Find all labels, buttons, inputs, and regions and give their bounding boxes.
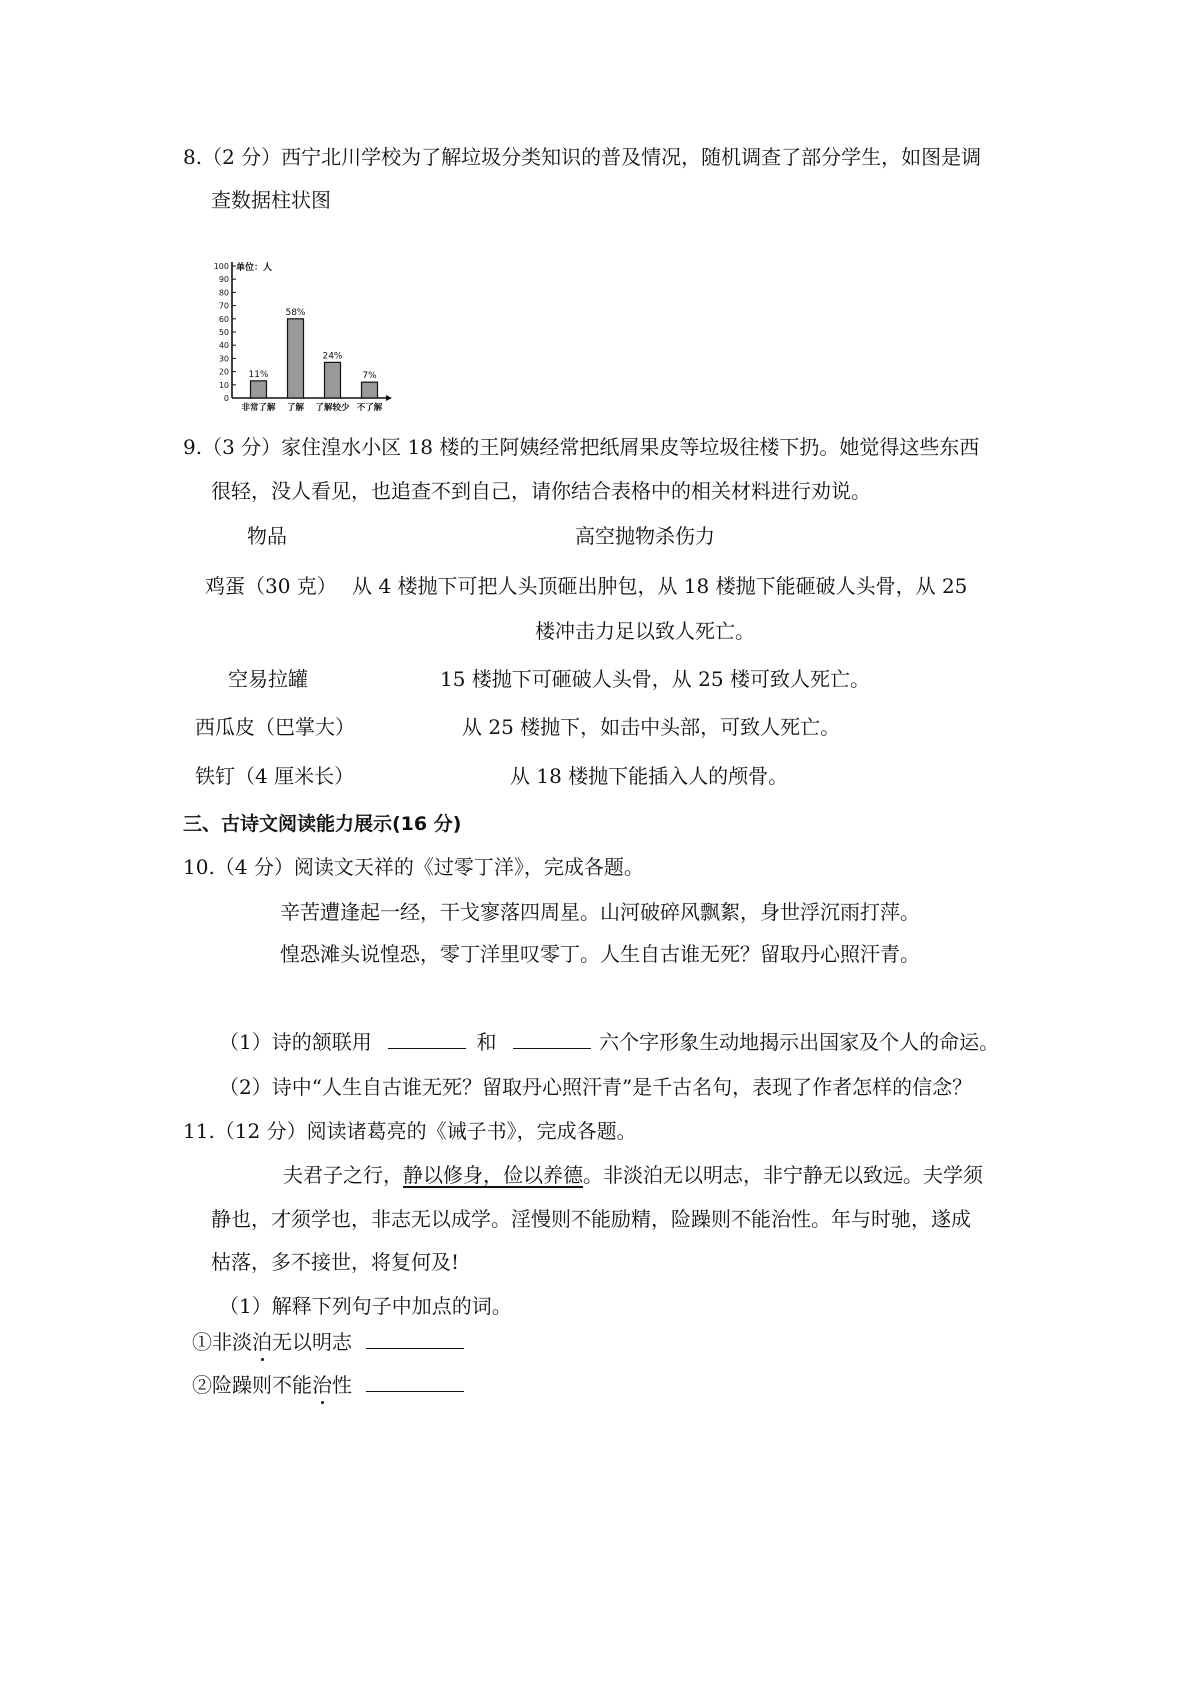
q11-item-1	[192, 1328, 464, 1356]
category-label-4: 不了解	[356, 403, 383, 413]
unit-label: 单位：人	[236, 263, 273, 273]
dotted-character: 泊	[252, 1330, 272, 1354]
item-text: 无以明志	[272, 1330, 352, 1354]
q10-sub1-text-c: 六个字形象生动地揭示出国家及个人的命运。	[599, 1030, 1000, 1054]
q10-stem: 10.（4 分）阅读文天祥的《过零丁洋》，完成各题。	[183, 855, 644, 879]
answer-blank-4[interactable]	[366, 1371, 464, 1392]
q9-stem-line1: 9.（3 分）家住湟水小区 18 楼的王阿姨经常把纸屑果皮等垃圾往楼下扔。她觉得这些东西	[183, 435, 980, 459]
y-tick-label: 20	[218, 367, 229, 377]
q10-sub1-text-b: 和	[476, 1030, 497, 1054]
poem-line-1: 辛苦遭逢起一经，干戈寥落四周星。山河破碎风飘絮，身世浮沉雨打萍。	[280, 900, 920, 924]
x-axis-arrow	[386, 395, 392, 401]
category-label-1: 非常了解	[241, 403, 276, 413]
y-tick-label: 0	[223, 394, 229, 403]
q8-stem-line2: 查数据柱状图	[211, 188, 331, 212]
q10-sub1-text-a: （1）诗的颔联用	[219, 1030, 372, 1054]
table-row-4-harm: 从 18 楼抛下能插入人的颅骨。	[510, 764, 789, 788]
poem-line-2: 惶恐滩头说惶恐，零丁洋里叹零丁。人生自古谁无死？留取丹心照汗青。	[280, 942, 920, 966]
table-row-1-harm: 从 4 楼抛下可把人头顶砸出肿包，从 18 楼抛下能砸破人头骨，从 25	[352, 574, 968, 598]
y-tick-label: 90	[218, 275, 229, 285]
y-tick-label: 100	[213, 262, 229, 271]
item-text: ②险躁则不能	[192, 1373, 312, 1397]
q10-sub2: （2）诗中“人生自古谁无死？留取丹心照汗青”是千古名句，表现了作者怎样的信念？	[219, 1075, 973, 1099]
item-text: ①非淡	[192, 1330, 252, 1354]
table-row-3-harm: 从 25 楼抛下，如击中头部，可致人死亡。	[462, 715, 841, 739]
y-tick-label: 60	[218, 314, 229, 324]
y-tick-label: 30	[218, 354, 229, 364]
answer-blank-2[interactable]	[513, 1028, 591, 1049]
table-row-2-harm: 15 楼抛下可砸破人头骨，从 25 楼可致人死亡。	[440, 667, 870, 691]
q11-item-2	[192, 1371, 464, 1399]
underlined-phrase: 静以修身，俭以养德	[403, 1163, 583, 1187]
answer-blank-3[interactable]	[366, 1328, 464, 1349]
table-header-harm: 高空抛物杀伤力	[575, 524, 715, 548]
bar-4	[362, 382, 378, 398]
category-label-3: 了解较少	[315, 403, 350, 413]
table-row-1-item: 鸡蛋（30 克）	[205, 574, 337, 598]
bar-1	[251, 381, 267, 398]
answer-blank-1[interactable]	[388, 1028, 466, 1049]
prose-line-1	[283, 1161, 983, 1189]
data-label-2: 58%	[285, 307, 306, 318]
item-text: 性	[332, 1373, 352, 1397]
y-tick-label: 50	[218, 328, 229, 337]
dotted-character: 治	[312, 1373, 332, 1397]
survey-bar-chart	[210, 258, 430, 448]
table-row-2-item: 空易拉罐	[228, 667, 308, 691]
table-row-4-item: 铁钉（4 厘米长）	[195, 764, 355, 788]
q10-sub1	[219, 1028, 999, 1056]
q8-stem-line1: 8.（2 分）西宁北川学校为了解垃圾分类知识的普及情况，随机调查了部分学生，如图是调	[183, 145, 982, 169]
q11-stem: 11.（12 分）阅读诸葛亮的《诫子书》，完成各题。	[183, 1119, 637, 1143]
y-tick-label: 70	[218, 301, 229, 311]
prose-text: 夫君子之行，	[283, 1163, 403, 1187]
q9-stem-line2: 很轻，没人看见，也追查不到自己，请你结合表格中的相关材料进行劝说。	[211, 479, 871, 503]
bar-2	[288, 319, 304, 398]
q11-sub1: （1）解释下列句子中加点的词。	[219, 1294, 512, 1318]
table-header-item: 物品	[247, 524, 287, 548]
table-row-1-harm-cont: 楼冲击力足以致人死亡。	[535, 619, 755, 643]
data-label-4: 7%	[362, 371, 377, 382]
data-label-3: 24%	[322, 351, 343, 362]
prose-text: 。非淡泊无以明志，非宁静无以致远。夫学须	[583, 1163, 983, 1187]
prose-line-2: 静也，才须学也，非志无以成学。淫慢则不能励精，险躁则不能治性。年与时驰，遂成	[211, 1207, 971, 1231]
section-3-heading: 三、古诗文阅读能力展示(16 分)	[183, 813, 462, 835]
prose-line-3: 枯落，多不接世，将复何及!	[211, 1250, 460, 1274]
table-row-3-item: 西瓜皮（巴掌大）	[195, 715, 355, 739]
category-label-2: 了解	[286, 403, 305, 413]
y-tick-label: 80	[218, 288, 229, 298]
y-tick-label: 10	[218, 380, 229, 390]
y-tick-label: 40	[218, 341, 229, 351]
bar-3	[325, 362, 341, 398]
data-label-1: 11%	[248, 369, 269, 380]
